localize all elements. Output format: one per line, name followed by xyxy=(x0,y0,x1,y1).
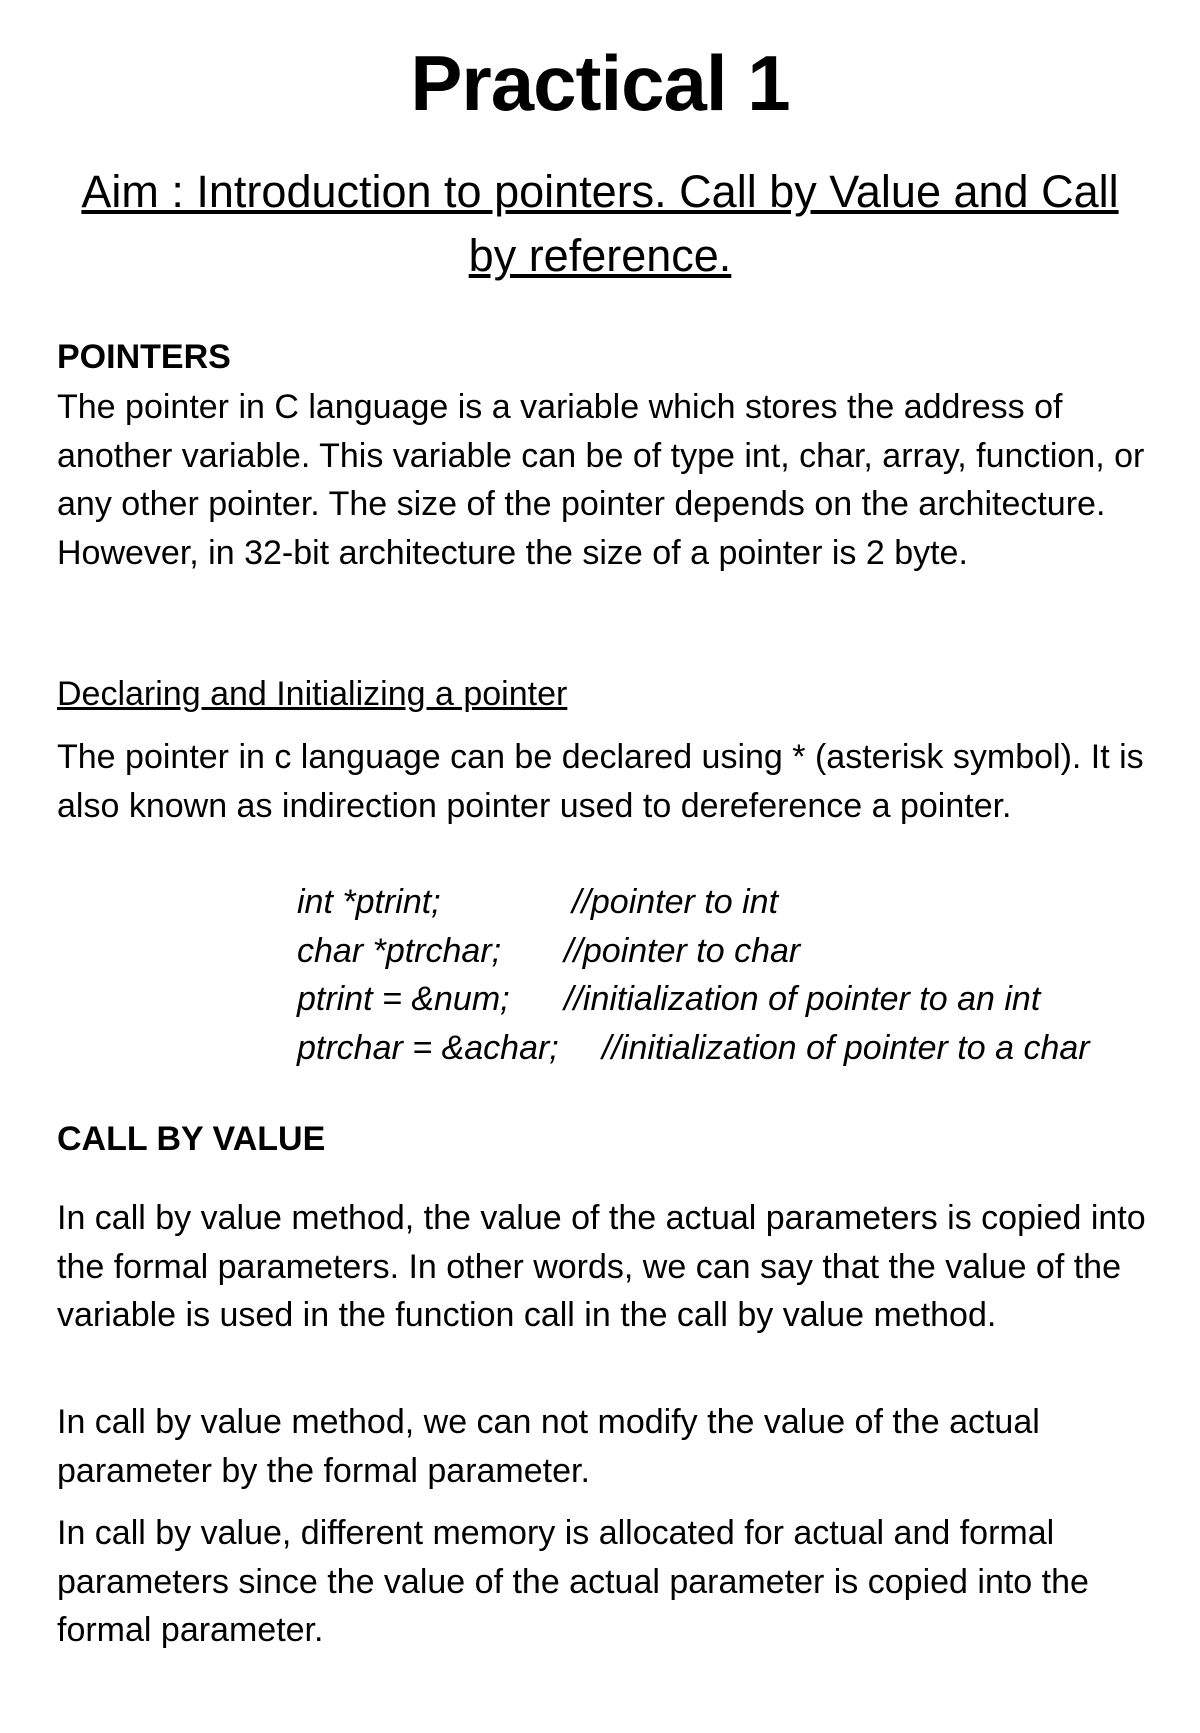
declaring-paragraph: The pointer in c language can be declared using * (asterisk symbol). It is also known as indirection pointer used to dereference a pointer. xyxy=(57,738,1144,825)
code-line xyxy=(297,975,1090,1024)
call-by-value-paragraph-3: In call by value, different memory is allocated for actual and formal parameters since the value of the actual parameter is copied into the formal parameter. xyxy=(57,1514,1089,1649)
code-line xyxy=(297,878,1090,927)
code-statement: ptrchar = &achar; xyxy=(297,1028,559,1067)
aim-statement: Aim : Introduction to pointers. Call by Value and Call by reference. xyxy=(81,166,1119,281)
page-title: Practical 1 xyxy=(410,39,790,127)
call-by-value-heading: CALL BY VALUE xyxy=(57,1120,326,1158)
code-comment: //pointer to int xyxy=(572,883,779,921)
code-line xyxy=(297,1024,1090,1073)
code-comment: //pointer to char xyxy=(564,931,801,970)
call-by-value-paragraph-1: In call by value method, the value of the actual parameters is copied into the formal parameters. In other words, we can say that the value of the variable is used in the function call in the call by value method. xyxy=(57,1199,1146,1334)
code-statement: char *ptrchar; xyxy=(297,931,502,970)
code-comment: //initialization of pointer to an int xyxy=(564,980,1041,1018)
code-comment: //initialization of pointer to a char xyxy=(602,1028,1090,1067)
declaring-subheading: Declaring and Initializing a pointer xyxy=(57,675,568,713)
code-statement: ptrint = &num; xyxy=(297,980,510,1018)
pointers-paragraph: The pointer in C language is a variable which stores the address of another variable. This variable can be of type int, char, array, function, or any other pointer. The size of the pointer depends on the architecture. However, in 32-bit architecture the size of a pointer is 2 byte. xyxy=(57,388,1145,572)
code-statement: int *ptrint; xyxy=(297,883,441,921)
call-by-value-paragraph-2: In call by value method, we can not modify the value of the actual parameter by the formal parameter. xyxy=(57,1403,1040,1490)
code-block xyxy=(297,878,1090,1072)
code-line xyxy=(297,927,1090,976)
pointers-heading: POINTERS xyxy=(57,338,231,376)
